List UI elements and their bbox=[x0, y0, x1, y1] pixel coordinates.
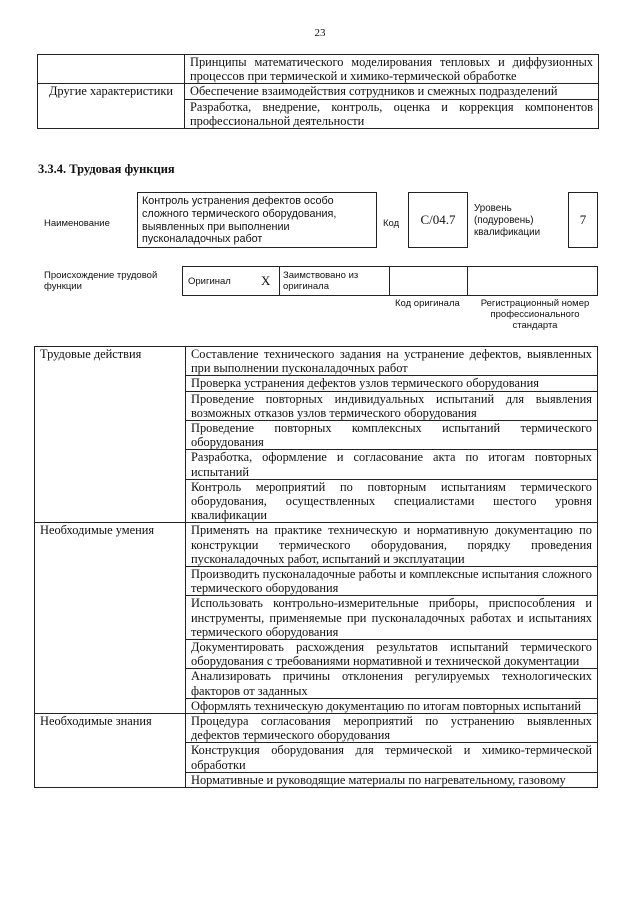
row-item: Оформлять техническую документацию по итогам повторных испытаний bbox=[186, 698, 598, 713]
other-characteristics-label: Другие характеристики bbox=[48, 84, 173, 99]
table-row bbox=[35, 347, 598, 376]
original-mark: X bbox=[261, 273, 271, 288]
section-label-cell bbox=[35, 523, 186, 714]
row-item: Использовать контрольно-измерительные приборы, приспособления и инструменты, применяемые при пусконаладочных работах и испытаниях термического оборудования bbox=[186, 596, 598, 640]
registration-number-box bbox=[467, 266, 598, 296]
borrowed-label: Заимствовано из оригинала bbox=[283, 270, 359, 292]
borrowed-box bbox=[279, 266, 390, 296]
name-label: Наименование bbox=[44, 218, 110, 229]
row-item: Процедура согласования мероприятий по устранению выявленных дефектов термического оборудования bbox=[186, 714, 598, 743]
code-value-box bbox=[408, 192, 468, 248]
registration-caption: Регистрационный номер профессионального стандарта bbox=[480, 298, 590, 331]
row-item: Конструкция оборудования для термической и химико-термической обработки bbox=[186, 743, 598, 772]
row-item: Проведение повторных индивидуальных испытаний для выявления возможных отказов узлов термического оборудования bbox=[186, 391, 598, 420]
original-code-caption: Код оригинала bbox=[395, 298, 460, 309]
row-item: Контроль мероприятий по повторным испытаниям термического оборудования, осуществленных специалистами шестого уровня квалификации bbox=[186, 479, 598, 523]
level-value: 7 bbox=[579, 212, 587, 227]
row-item: Нормативные и руководящие материалы по нагревательному, газовому bbox=[186, 772, 598, 787]
function-name-box bbox=[137, 192, 377, 248]
row-item: Разработка, внедрение, контроль, оценка и коррекция компонентов профессиональной деятельности bbox=[185, 99, 599, 128]
section-label-cell bbox=[35, 714, 186, 788]
origin-label: Происхождение трудовой функции bbox=[44, 270, 158, 292]
section-label-cell bbox=[35, 347, 186, 523]
original-box bbox=[182, 266, 280, 296]
top-characteristics-table bbox=[37, 54, 599, 129]
row-item: Анализировать причины отклонения регулируемых технологических факторов от заданных bbox=[186, 669, 598, 698]
row-item: Проверка устранения дефектов узлов термического оборудования bbox=[186, 376, 598, 391]
page-number: 23 bbox=[314, 27, 326, 39]
original-label: Оригинал bbox=[188, 276, 231, 287]
row-item: Применять на практике техническую и нормативную документацию по конструкции термического оборудования, порядку проведения пусконаладочных работ, испытаний и эксплуатации bbox=[186, 523, 598, 567]
required-skills-label: Необходимые умения bbox=[40, 523, 155, 538]
row-label-cell bbox=[38, 55, 185, 84]
original-code-box bbox=[389, 266, 468, 296]
required-knowledge-label: Необходимые знания bbox=[40, 714, 152, 729]
row-item: Документировать расхождения результатов испытаний термического оборудования с требованиями нормативной и технической документации bbox=[186, 640, 598, 669]
table-row bbox=[38, 84, 599, 99]
table-row bbox=[35, 523, 598, 567]
labor-function-table bbox=[34, 346, 598, 788]
row-item: Принципы математического моделирования тепловых и диффузионных процессов при термической и химико-термической обработке bbox=[185, 55, 599, 84]
row-item: Обеспечение взаимодействия сотрудников и смежных подразделений bbox=[185, 84, 599, 99]
code-label: Код bbox=[383, 218, 400, 229]
table-row bbox=[38, 55, 599, 84]
row-item: Разработка, оформление и согласование акта по итогам повторных испытаний bbox=[186, 450, 598, 479]
level-label: Уровень (подуровень) квалификации bbox=[474, 203, 541, 238]
function-name-value: Контроль устранения дефектов особо сложного термического оборудования, выявленных при выполнении пусконаладочных работ bbox=[142, 195, 337, 246]
code-value: С/04.7 bbox=[420, 212, 456, 227]
row-item: Производить пусконаладочные работы и комплексные испытания сложного термического оборудования bbox=[186, 567, 598, 596]
row-label-cell bbox=[38, 84, 185, 129]
section-title: 3.3.4. Трудовая функция bbox=[38, 162, 175, 176]
labor-actions-label: Трудовые действия bbox=[40, 347, 142, 361]
level-value-box bbox=[568, 192, 598, 248]
row-item: Составление технического задания на устранение дефектов, выявленных при выполнении пусконаладочных работ bbox=[186, 347, 598, 376]
table-row bbox=[35, 714, 598, 743]
row-item: Проведение повторных комплексных испытаний термического оборудования bbox=[186, 421, 598, 450]
